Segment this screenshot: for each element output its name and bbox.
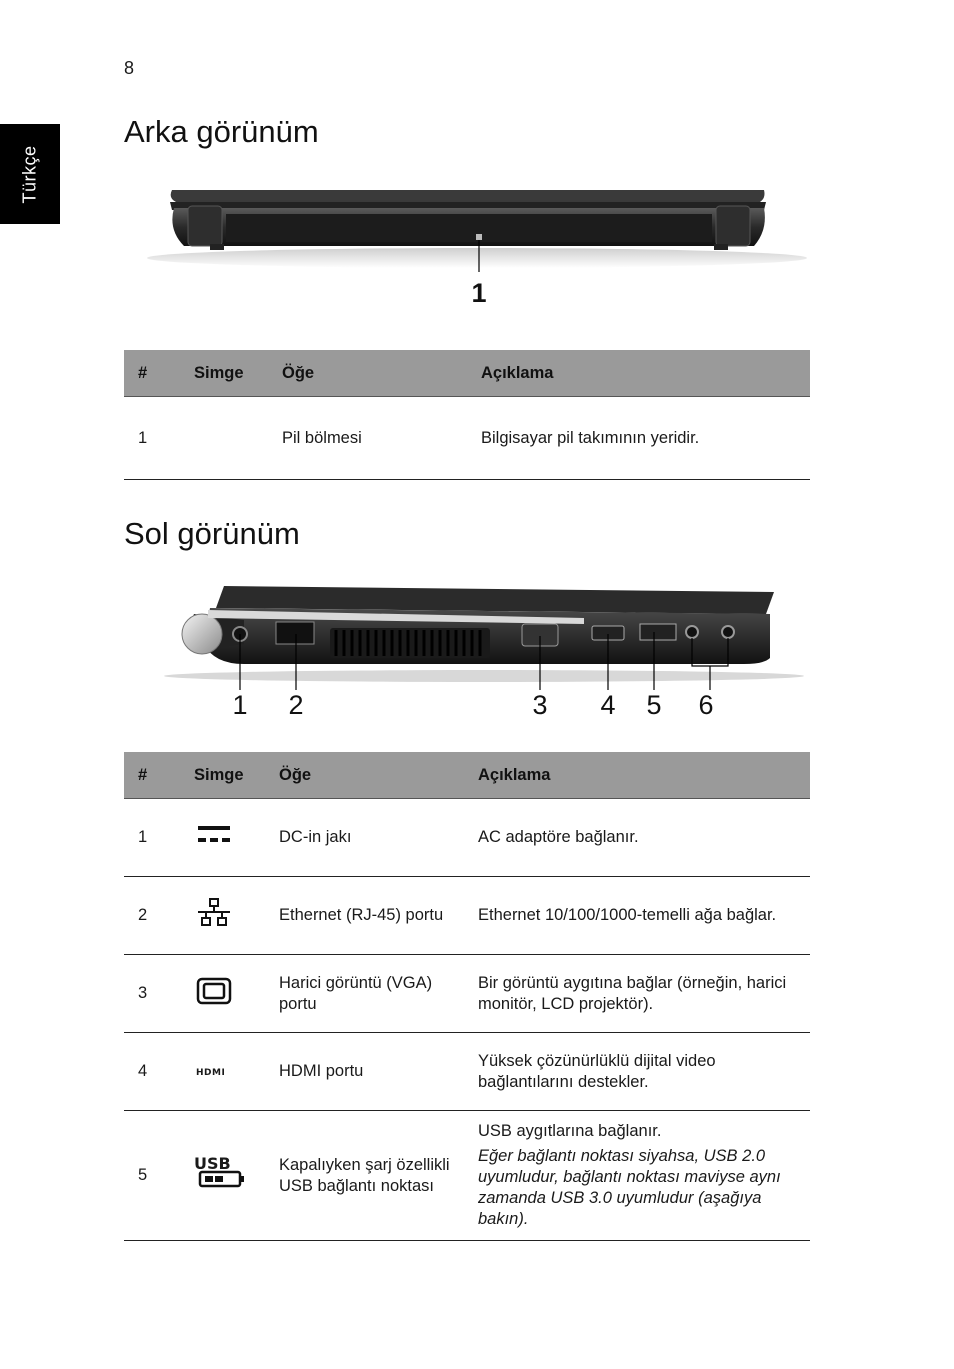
row-icon bbox=[180, 1111, 265, 1241]
left-callout-6: 6 bbox=[698, 690, 714, 720]
table-row bbox=[124, 955, 810, 1033]
hdmi-icon-label: HDMI bbox=[196, 1067, 226, 1078]
header-description: Açıklama bbox=[467, 350, 810, 397]
row-description: USB aygıtlarına bağlanır. bbox=[478, 1122, 662, 1140]
row-icon bbox=[180, 799, 265, 877]
language-tab bbox=[0, 124, 60, 224]
battery-icon bbox=[194, 1153, 246, 1190]
table-header-row bbox=[124, 752, 810, 799]
row-icon bbox=[180, 397, 268, 480]
left-callout-4: 4 bbox=[600, 690, 616, 720]
row-description-note: Eğer bağlantı noktası siyahsa, USB 2.0 uyumludur, bağlantı noktası maviyse aynı zamanda USB 3.0 uyumludur (aşağıya bakın). bbox=[478, 1147, 781, 1228]
header-number: # bbox=[124, 752, 180, 799]
left-callout-5: 5 bbox=[646, 690, 662, 720]
rear-view-title: Arka görünüm bbox=[124, 114, 319, 149]
row-number: 1 bbox=[124, 799, 180, 877]
row-item: DC-in jakı bbox=[265, 799, 464, 877]
table-header-row bbox=[124, 350, 810, 397]
row-description-cell bbox=[464, 1111, 810, 1241]
left-view-illustration bbox=[124, 578, 810, 728]
header-item: Öğe bbox=[265, 752, 464, 799]
left-callout-2: 2 bbox=[288, 690, 304, 720]
left-callout-1: 1 bbox=[232, 690, 248, 720]
row-description: AC adaptöre bağlanır. bbox=[464, 799, 810, 877]
header-icon: Simge bbox=[180, 752, 265, 799]
header-description: Açıklama bbox=[464, 752, 810, 799]
row-item: Pil bölmesi bbox=[268, 397, 467, 480]
header-number: # bbox=[124, 350, 180, 397]
row-item: Kapalıyken şarj özellikli USB bağlantı noktası bbox=[265, 1111, 464, 1241]
table-row bbox=[124, 1111, 810, 1241]
row-description: Bir görüntü aygıtına bağlar (örneğin, harici monitör, LCD projektör). bbox=[464, 955, 810, 1033]
row-number: 3 bbox=[124, 955, 180, 1033]
table-row bbox=[124, 799, 810, 877]
row-item: Harici görüntü (VGA) portu bbox=[265, 955, 464, 1033]
rear-view-table bbox=[124, 350, 810, 480]
page-number: 8 bbox=[124, 58, 135, 78]
row-icon bbox=[180, 955, 265, 1033]
left-view-table bbox=[124, 752, 810, 1241]
usb-charge-icon-label: USB bbox=[194, 1153, 231, 1173]
ethernet-icon bbox=[194, 897, 234, 929]
row-number: 5 bbox=[124, 1111, 180, 1241]
usb-charge-icon bbox=[194, 1153, 246, 1190]
row-icon bbox=[180, 877, 265, 955]
rear-view-illustration bbox=[124, 180, 810, 310]
row-number: 4 bbox=[124, 1033, 180, 1111]
left-callout-3: 3 bbox=[532, 690, 548, 720]
language-tab-label: Türkçe bbox=[19, 144, 40, 204]
row-number: 1 bbox=[124, 397, 180, 480]
table-row bbox=[124, 397, 810, 480]
vga-icon bbox=[194, 976, 234, 1006]
header-icon: Simge bbox=[180, 350, 268, 397]
rear-callout-1: 1 bbox=[471, 278, 487, 308]
left-view-title: Sol görünüm bbox=[124, 516, 300, 551]
row-description: Yüksek çözünürlüklü dijital video bağlantılarını destekler. bbox=[464, 1033, 810, 1111]
table-row bbox=[124, 1033, 810, 1111]
dc-in-icon bbox=[194, 823, 234, 847]
row-icon bbox=[180, 1033, 265, 1111]
row-item: HDMI portu bbox=[265, 1033, 464, 1111]
row-item: Ethernet (RJ-45) portu bbox=[265, 877, 464, 955]
header-item: Öğe bbox=[268, 350, 467, 397]
hdmi-icon bbox=[194, 1063, 225, 1084]
laptop-rear-image bbox=[124, 180, 810, 310]
row-description: Ethernet 10/100/1000-temelli ağa bağlar. bbox=[464, 877, 810, 955]
row-description: Bilgisayar pil takımının yeridir. bbox=[467, 397, 810, 480]
row-number: 2 bbox=[124, 877, 180, 955]
table-row bbox=[124, 877, 810, 955]
